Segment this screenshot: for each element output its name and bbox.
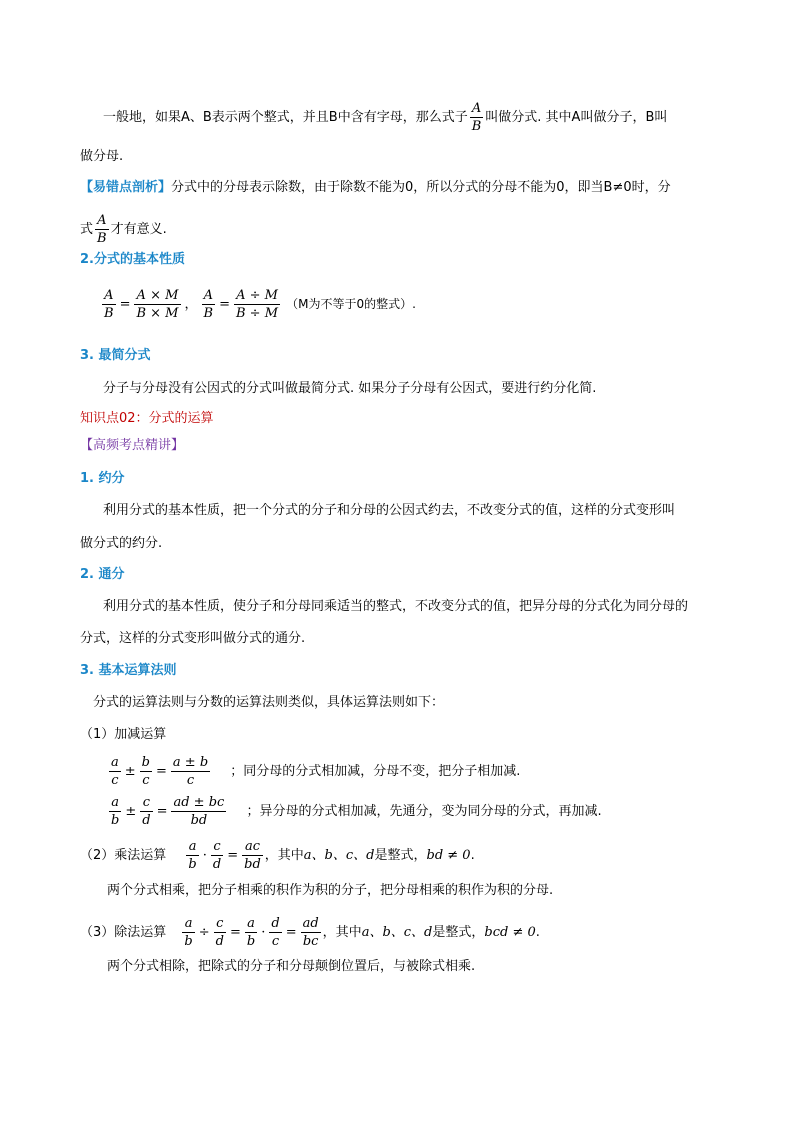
fraction-a-over-b: $\frac{A}{B}$ — [97, 213, 107, 246]
multiplication-inequality: bd ≠ 0 — [426, 848, 471, 863]
fraction-ac-over-bd: $\frac{ac}{bd}$ — [244, 839, 261, 872]
section-title-common-denominator: 2. 通分 — [80, 567, 125, 582]
fraction-a-over-c: $\frac{a}{c}$ — [111, 755, 119, 788]
fraction-a-div-m-over-b-div-m: $\frac{A \div M}{B \div M}$ — [235, 288, 279, 321]
basic-property-note: （M为不等于0的整式）. — [286, 297, 416, 311]
section-title-reduction: 1. 约分 — [80, 471, 125, 486]
division-inequality: bcd ≠ 0 — [484, 925, 536, 940]
reduction-line-2: 做分式的约分. — [80, 536, 163, 551]
definition-line-1 — [103, 100, 667, 135]
knowledge-point-title: 知识点02：分式的运算 — [80, 411, 214, 426]
division-rule: （3）除法运算 $\frac{a}{b}$ ÷ $\frac{c}{d}$ = $\frac{a}{b}$ · $\frac{d}{c}$ = $\frac{ad}{bc}$ ，其中a、b、c、d是整式，bcd ≠ 0. — [80, 916, 540, 949]
multiplication-condition-a: ，其中 — [264, 848, 304, 863]
fraction-a-over-b: $\frac{A}{B}$ — [104, 288, 114, 321]
reduction-line-1: 利用分式的基本性质，把一个分式的分子和分母的公因式约去，不改变分式的值，这样的分式变形叫 — [103, 503, 676, 518]
division-title: （3）除法运算 — [80, 925, 167, 940]
fraction-a-over-b: $\frac{A}{B}$ — [203, 288, 214, 321]
different-denominator-rule: $\frac{a}{b}$ ± $\frac{c}{d}$ = $\frac{ad \pm bc}{bd}$ ；异分母的分式相加减，先通分，变为同分母的分式，再加减. — [111, 795, 602, 828]
section-title-basic-property: 2.分式的基本性质 — [80, 252, 185, 267]
basic-property-formula: $\frac{A}{B}$ = $\frac{A \times M}{B \times M}$ ， $\frac{A}{B}$ = $\frac{A \div M}{B \div M}$ （M为不等于0的整式）. — [104, 288, 416, 321]
section-title-simplest-fraction: 3. 最简分式 — [80, 348, 151, 363]
same-denominator-rule: $\frac{a}{c}$ ± $\frac{b}{c}$ = $\frac{a \pm b}{c}$ ；同分母的分式相加减，分母不变，把分子相加减. — [111, 755, 521, 788]
fraction-c-over-d: $\frac{c}{d}$ — [142, 795, 151, 828]
mistake-analysis-text: 分式中的分母表示除数，由于除数不能为0，所以分式的分母不能为0，即当B≠0时，分 — [171, 180, 671, 195]
mistake-analysis-tag: 【易错点剖析】 — [80, 180, 172, 195]
simplest-fraction-text: 分子与分母没有公因式的分式叫做最简分式. 如果分子分母有公因式，要进行约分化简. — [103, 381, 597, 396]
multiplication-variables: a、b、c、d — [303, 848, 375, 863]
division-condition-a: ，其中 — [322, 925, 362, 940]
definition-line-2: 做分母. — [80, 149, 124, 164]
different-denominator-text: ；异分母的分式相加减，先通分，变为同分母的分式，再加减. — [246, 804, 602, 819]
common-denominator-line-1: 利用分式的基本性质，使分子和分母同乘适当的整式，不改变分式的值，把异分母的分式化为同分母的 — [103, 599, 689, 614]
fraction-d-over-c: $\frac{d}{c}$ — [271, 916, 280, 949]
fraction-ad-pm-bc-over-bd: $\frac{ad \pm bc}{bd}$ — [173, 795, 225, 828]
mistake-analysis-line-2 — [80, 212, 167, 247]
multiplication-rule: （2）乘法运算 $\frac{a}{b}$ · $\frac{c}{d}$ = $\frac{ac}{bd}$ ，其中a、b、c、d是整式，bd ≠ 0. — [80, 839, 475, 872]
mistake-text-b: 才有意义. — [110, 222, 167, 237]
multiplication-text: 两个分式相乘，把分子相乘的积作为积的分子，把分母相乘的积作为积的分母. — [107, 883, 554, 898]
multiplication-title: （2）乘法运算 — [80, 848, 167, 863]
fraction-a-over-b: $\frac{a}{b}$ — [184, 916, 193, 949]
fraction-ad-over-bc: $\frac{ad}{bc}$ — [302, 916, 319, 949]
division-condition-b: 是整式， — [432, 925, 485, 940]
fraction-c-over-d: $\frac{c}{d}$ — [212, 839, 222, 872]
fraction-am-over-bm: $\frac{A \times M}{B \times M}$ — [136, 288, 179, 321]
fraction-a-over-b: $\frac{a}{b}$ — [188, 839, 197, 872]
multiplication-condition-b: 是整式， — [374, 848, 427, 863]
fraction-a-pm-b-over-c: $\frac{a \pm b}{c}$ — [172, 755, 209, 788]
fraction-a-over-b: $\frac{a}{b}$ — [111, 795, 120, 828]
high-frequency-subtitle: 【高频考点精讲】 — [80, 438, 185, 453]
section-title-operation-rules: 3. 基本运算法则 — [80, 663, 177, 678]
definition-text-a: 一般地，如果A、B表示两个整式，并且B中含有字母，那么式子 — [103, 110, 468, 125]
fraction-b-over-c: $\frac{b}{c}$ — [141, 755, 150, 788]
operation-rules-intro: 分式的运算法则与分数的运算法则类似，具体运算法则如下： — [93, 695, 445, 710]
addition-subtraction-title: （1）加减运算 — [80, 727, 167, 742]
mistake-analysis-line-1 — [80, 179, 671, 197]
same-denominator-text: ；同分母的分式相加减，分母不变，把分子相加减. — [230, 764, 521, 779]
definition-text-b: 叫做分式. 其中A叫做分子，B叫 — [485, 110, 668, 125]
fraction-c-over-d: $\frac{c}{d}$ — [215, 916, 224, 949]
fraction-a-over-b: $\frac{a}{b}$ — [246, 916, 256, 949]
mistake-text-a: 式 — [80, 222, 94, 237]
division-variables: a、b、c、d — [361, 925, 433, 940]
fraction-a-over-b: $\frac{A}{B}$ — [471, 101, 482, 134]
common-denominator-line-2: 分式，这样的分式变形叫做分式的通分. — [80, 631, 306, 646]
division-text: 两个分式相除，把除式的分子和分母颠倒位置后，与被除式相乘. — [107, 959, 476, 974]
